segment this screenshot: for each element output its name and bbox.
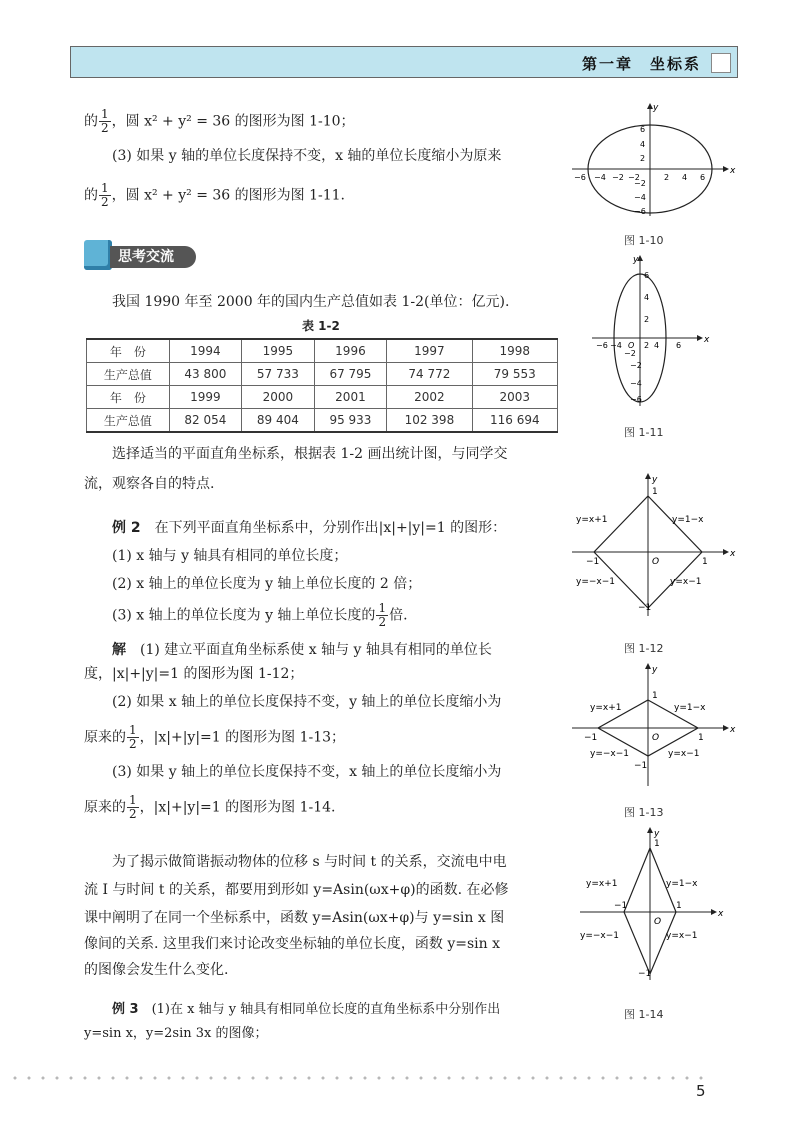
think-question-2: 流，观察各自的特点.: [84, 476, 215, 492]
solution-line-1: 解 (1) 建立平面直角坐标系使 x 轴与 y 轴具有相同的单位长: [112, 642, 492, 658]
example-2-intro: 例 2 在下列平面直角坐标系中，分别作出|x|+|y|=1 的图形：: [112, 520, 507, 536]
table-title: 表 1-2: [302, 319, 340, 333]
tick-label: 1: [698, 733, 704, 743]
table-cell: 1995: [242, 339, 315, 363]
tick-label: 1: [654, 839, 660, 849]
fraction-one-half: $\frac{1}{2}$: [101, 181, 109, 209]
tick-label: 2: [644, 315, 650, 324]
figure-1-14-graph: [576, 824, 726, 984]
table-cell: 年 份: [87, 339, 170, 363]
footer-dotted-rule: [8, 1076, 708, 1080]
table-cell: 年 份: [87, 386, 170, 409]
tick-label: −2: [628, 173, 640, 182]
table-cell: 2002: [387, 386, 472, 409]
tick-label: 2: [664, 173, 670, 182]
tick-label: 6: [644, 271, 650, 280]
fraction-one-half: $\frac{1}{2}$: [129, 723, 137, 751]
line-label: y=x−1: [666, 931, 698, 941]
tick-label: −6: [574, 173, 586, 182]
tick-label: 4: [640, 140, 646, 149]
table-cell: 2000: [242, 386, 315, 409]
solution-line-6: 原来的 $\frac{1}{2}$ ，|x|+|y|=1 的图形为图 1-14.: [84, 793, 336, 821]
line-label: y=x+1: [576, 515, 608, 525]
table-cell: 2001: [314, 386, 387, 409]
example-2-item-2: (2) x 轴上的单位长度为 y 轴上单位长度的 2 倍；: [112, 576, 422, 592]
solution-line-3: (2) 如果 x 轴上的单位长度保持不变，y 轴上的单位长度缩小为: [112, 694, 502, 710]
example-2-item-1: (1) x 轴与 y 轴具有相同的单位长度；: [112, 548, 348, 564]
line-label: y=x+1: [586, 879, 618, 889]
figure-1-13-graph: [568, 660, 740, 790]
tick-label: −2: [624, 349, 636, 358]
figure-1-10-graph: [568, 100, 740, 220]
table-cell: 67 795: [314, 363, 387, 386]
line-label: y=1−x: [674, 703, 706, 713]
paragraph-line-1: 为了揭示做简谐振动物体的位移 s 与时间 t 的关系，交流电中电: [112, 854, 507, 870]
tick-label: 1: [702, 557, 708, 567]
line-label: y=x−1: [670, 577, 702, 587]
gdp-table: [86, 338, 558, 433]
figure-1-11-caption: 图 1-11: [624, 426, 664, 439]
tick-label: −1: [586, 557, 600, 567]
solution-line-5: (3) 如果 y 轴上的单位长度保持不变，x 轴上的单位长度缩小为: [112, 764, 502, 780]
x-axis-label: x: [730, 549, 736, 559]
tick-label: −6: [634, 207, 646, 216]
figure-1-11-graph: [588, 250, 716, 410]
tick-label: −1: [584, 733, 598, 743]
tick-label: −2: [612, 173, 624, 182]
solution-label: 解: [112, 642, 126, 658]
table-row: [87, 386, 558, 409]
x-axis-label: x: [704, 335, 710, 345]
example-3-label: 例 3: [112, 1002, 139, 1017]
x-axis-label: x: [718, 909, 724, 919]
paragraph-line-2: 流 I 与时间 t 的关系，都要用到形如 y=Asin(ωx+φ)的函数. 在必修: [84, 882, 509, 898]
paragraph-line-3: 课中阐明了在同一个坐标系中，函数 y=Asin(ωx+φ)与 y=sin x 图: [84, 910, 505, 926]
table-cell: 82 054: [169, 409, 242, 433]
think-question-1: 选择适当的平面直角坐标系，根据表 1-2 画出统计图，与同学交: [112, 446, 508, 462]
y-axis-label: y: [654, 829, 660, 839]
header-decoration-square: [711, 53, 731, 73]
tick-label: −1: [614, 901, 628, 911]
table-cell: 生产总值: [87, 363, 170, 386]
example-2-item-3: (3) x 轴上的单位长度为 y 轴上单位长度的 $\frac{1}{2}$ 倍.: [112, 601, 408, 629]
table-cell: 89 404: [242, 409, 315, 433]
fraction-one-half: $\frac{1}{2}$: [129, 793, 137, 821]
table-cell: 1997: [387, 339, 472, 363]
tick-label: −2: [630, 361, 642, 370]
line-label: y=x+1: [590, 703, 622, 713]
figure-1-12-graph: [568, 470, 740, 620]
page-number: 5: [696, 1082, 706, 1100]
table-cell: 1996: [314, 339, 387, 363]
tick-label: 1: [652, 487, 658, 497]
table-cell: 116 694: [472, 409, 557, 433]
figure-1-10-caption: 图 1-10: [624, 234, 664, 247]
tick-label: −4: [634, 193, 646, 202]
table-cell: 生产总值: [87, 409, 170, 433]
chapter-title: 第一章 坐标系: [581, 55, 701, 73]
tick-label: −6: [596, 341, 608, 350]
origin-label: O: [652, 733, 660, 743]
figure-1-14-caption: 图 1-14: [624, 1008, 664, 1021]
table-cell: 2003: [472, 386, 557, 409]
line-label: y=x−1: [668, 749, 700, 759]
table-cell: 102 398: [387, 409, 472, 433]
x-axis-label: x: [730, 725, 736, 735]
tick-label: −4: [630, 379, 642, 388]
tick-label: 4: [644, 293, 650, 302]
tick-label: 1: [652, 691, 658, 701]
table-cell: 79 553: [472, 363, 557, 386]
paragraph-line-4: 像间的关系. 这里我们来讨论改变坐标轴的单位长度，函数 y=sin x: [84, 936, 501, 952]
tick-label: 2: [644, 341, 650, 350]
text-line-3: 的 $\frac{1}{2}$ ，圆 x² + y² = 36 的图形为图 1-11.: [84, 181, 345, 209]
tick-label: −1: [638, 969, 652, 979]
tick-label: 4: [654, 341, 660, 350]
tick-label: 2: [640, 154, 646, 163]
tick-label: 4: [682, 173, 688, 182]
line-label: y=−x−1: [590, 749, 630, 759]
table-cell: 1998: [472, 339, 557, 363]
solution-line-2: 度，|x|+|y|=1 的图形为图 1-12；: [84, 666, 304, 682]
tick-label: −4: [594, 173, 606, 182]
cube-icon: [84, 240, 112, 270]
paragraph-line-5: 的图像会发生什么变化.: [84, 962, 229, 978]
origin-label: O: [654, 917, 662, 927]
fraction-one-half: $\frac{1}{2}$: [378, 601, 387, 629]
y-axis-label: y: [652, 475, 658, 485]
tick-label: 6: [676, 341, 682, 350]
tick-label: −1: [634, 761, 648, 771]
fraction-one-half: $\frac{1}{2}$: [101, 107, 109, 135]
tick-label: 6: [700, 173, 706, 182]
tick-label: −6: [630, 395, 642, 404]
tick-label: −2: [634, 179, 646, 188]
y-axis-label: y: [633, 255, 639, 265]
line-label: y=1−x: [672, 515, 704, 525]
y-axis-label: y: [652, 665, 658, 675]
table-cell: 43 800: [169, 363, 242, 386]
example-3-line-1: 例 3 (1)在 x 轴与 y 轴具有相同单位长度的直角坐标系中分别作出: [112, 1002, 501, 1017]
solution-line-4: 原来的 $\frac{1}{2}$ ，|x|+|y|=1 的图形为图 1-13；: [84, 723, 346, 751]
tick-label: 1: [676, 901, 682, 911]
x-axis-label: x: [730, 166, 736, 176]
tick-label: −1: [638, 603, 652, 613]
example-2-label: 例 2: [112, 520, 141, 536]
table-row: [87, 409, 558, 433]
origin-label: O: [652, 557, 660, 567]
table-row: [87, 363, 558, 386]
think-exchange-label: 思考交流: [110, 246, 196, 268]
chapter-header-bar: [70, 46, 738, 78]
line-label: y=−x−1: [580, 931, 620, 941]
line-label: y=−x−1: [576, 577, 616, 587]
table-cell: 57 733: [242, 363, 315, 386]
text-line-1: 的 $\frac{1}{2}$ ，圆 x² + y² = 36 的图形为图 1-10；: [84, 107, 355, 135]
line-label: y=1−x: [666, 879, 698, 889]
think-exchange-banner: [84, 240, 196, 274]
origin-label: O: [628, 341, 635, 350]
figure-1-12-caption: 图 1-12: [624, 642, 664, 655]
table-cell: 1994: [169, 339, 242, 363]
table-cell: 1999: [169, 386, 242, 409]
table-cell: 74 772: [387, 363, 472, 386]
tick-label: 6: [640, 125, 646, 134]
text-line-2: (3) 如果 y 轴的单位长度保持不变，x 轴的单位长度缩小为原来: [112, 148, 502, 164]
tick-label: −4: [610, 341, 622, 350]
y-axis-label: y: [653, 103, 659, 113]
table-cell: 95 933: [314, 409, 387, 433]
example-3-line-2: y=sin x，y=2sin 3x 的图像；: [84, 1026, 268, 1041]
think-intro: 我国 1990 年至 2000 年的国内生产总值如表 1-2(单位：亿元).: [112, 294, 510, 310]
figure-1-13-caption: 图 1-13: [624, 806, 664, 819]
table-row: [87, 339, 558, 363]
